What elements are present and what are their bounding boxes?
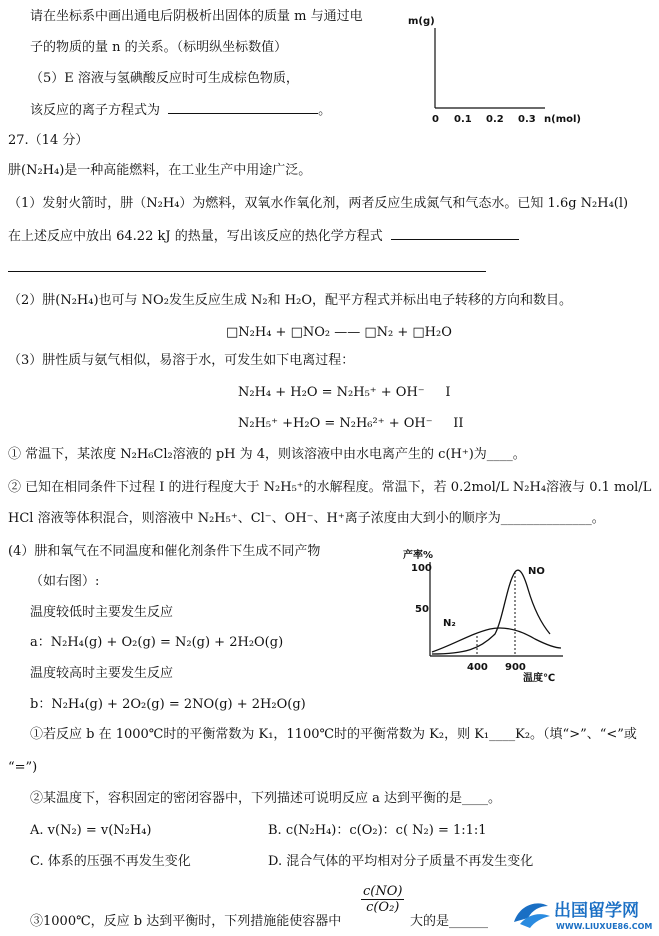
x-axis-label: n(mol) bbox=[544, 114, 581, 125]
text-line: 子的物质的量 n 的关系。（标明纵坐标数值） bbox=[30, 40, 288, 55]
mass-vs-electrons-axes bbox=[400, 8, 600, 130]
text-line bbox=[30, 101, 331, 120]
text-line: ② 已知在相同条件下过程 I 的进行程度大于 N₂H₅⁺的水解程度。常温下，若 0.2mol/L N₂H₄溶液与 0.1 mol/L bbox=[8, 480, 652, 495]
text-line: (4）肼和氧气在不同温度和催化剂条件下生成不同产物 bbox=[8, 544, 321, 559]
text-fragment: 在上述反应中放出 64.22 kJ 的热量，写出该反应的热化学方程式 bbox=[8, 229, 383, 244]
equation: N₂H₄ + H₂O = N₂H₅⁺ + OH⁻ I bbox=[238, 385, 451, 400]
watermark-logo bbox=[510, 892, 656, 934]
answer-blank[interactable] bbox=[391, 227, 519, 240]
text-line: （5）E 溶液与氢碘酸反应时可生成棕色物质， bbox=[30, 71, 299, 86]
n2-curve-label: N₂ bbox=[443, 618, 456, 629]
y-axis-label: 产率% bbox=[403, 550, 434, 561]
answer-blank[interactable] bbox=[168, 101, 318, 114]
text-line: ① 常温下，某浓度 N₂H₆Cl₂溶液的 pH 为 4，则该溶液中由水电离产生的 c(H⁺)为____。 bbox=[8, 447, 526, 462]
tick-label: 0.3 bbox=[518, 114, 536, 125]
text-line: HCl 溶液等体积混合，则溶液中 N₂H₅⁺、Cl⁻、OH⁻、H⁺离子浓度由大到小的顺序为______________。 bbox=[8, 511, 605, 526]
equation: □N₂H₄ + □NO₂ —— □N₂ + □H₂O bbox=[226, 325, 452, 340]
tick-label: 0 bbox=[432, 114, 439, 125]
text-line: ③1000℃，反应 b 达到平衡时，下列措施能使容器中 bbox=[30, 914, 342, 929]
answer-line[interactable] bbox=[8, 271, 486, 272]
text-line bbox=[8, 227, 519, 246]
text-line: 请在坐标系中画出通电后阴极析出固体的质量 m 与通过电 bbox=[30, 9, 363, 24]
text-line: （2）肼(N₂H₄)也可与 NO₂发生反应生成 N₂和 H₂O，配平方程式并标出电子转移的方向和数目。 bbox=[8, 293, 572, 308]
text-line: （如右图）: bbox=[30, 574, 100, 589]
text-fragment: 该反应的离子方程式为 bbox=[30, 103, 161, 118]
text-line: 温度较高时主要发生反应 bbox=[30, 666, 174, 681]
text-line: “=”) bbox=[8, 760, 38, 775]
no-curve-label: NO bbox=[528, 566, 545, 577]
fraction-numerator: c(NO) bbox=[363, 884, 403, 899]
option-a: A. v(N₂) = v(N₂H₄) bbox=[30, 823, 152, 838]
y-tick-50: 50 bbox=[415, 604, 429, 615]
watermark-text: 出国留学网 bbox=[554, 901, 639, 921]
y-axis-label: m(g) bbox=[408, 16, 435, 27]
option-c: C. 体系的压强不再发生变化 bbox=[30, 854, 191, 869]
equation: N₂H₅⁺ +H₂O = N₂H₆²⁺ + OH⁻ II bbox=[238, 416, 464, 431]
equation: b：N₂H₄(g) + 2O₂(g) = 2NO(g) + 2H₂O(g) bbox=[30, 697, 306, 712]
yield-vs-temperature-graph bbox=[395, 544, 575, 684]
x-tick-900: 900 bbox=[505, 662, 526, 673]
text-line: 肼(N₂H₄)是一种高能燃料，在工业生产中用途广泛。 bbox=[8, 163, 312, 178]
watermark-url: WWW.LIUXUE86.COM bbox=[556, 922, 653, 931]
y-tick-100: 100 bbox=[411, 563, 432, 574]
option-d: D. 混合气体的平均相对分子质量不再发生变化 bbox=[268, 854, 534, 869]
text-fragment: 。 bbox=[318, 103, 332, 118]
text-line: 温度较低时主要发生反应 bbox=[30, 605, 174, 620]
text-line: （3）肼性质与氨气相似，易溶于水，可发生如下电离过程： bbox=[8, 353, 355, 368]
option-b: B. c(N₂H₄)：c(O₂)：c( N₂) = 1:1:1 bbox=[268, 823, 487, 838]
fraction-denominator: c(O₂) bbox=[366, 900, 400, 915]
equation: a：N₂H₄(g) + O₂(g) = N₂(g) + 2H₂O(g) bbox=[30, 635, 284, 650]
text-line: ①若反应 b 在 1000℃时的平衡常数为 K₁，1100℃时的平衡常数为 K₂，则 K₁____K₂。（填“>”、“<”或 bbox=[30, 727, 637, 742]
concentration-ratio-fraction bbox=[361, 884, 404, 915]
text-line: （1）发射火箭时，肼（N₂H₄）为燃料，双氧水作氧化剂，两者反应生成氮气和气态水。已知 1.6g N₂H₄(l) bbox=[8, 196, 629, 211]
tick-label: 0.2 bbox=[486, 114, 504, 125]
text-line: ②某温度下，容积固定的密闭容器中，下列描述可说明反应 a 达到平衡的是____。 bbox=[30, 791, 502, 806]
question-heading: 27.（14 分） bbox=[8, 133, 89, 148]
tick-label: 0.1 bbox=[454, 114, 472, 125]
x-axis-label: 温度℃ bbox=[523, 673, 556, 684]
text-line: 大的是______ bbox=[410, 914, 489, 929]
x-tick-400: 400 bbox=[467, 662, 488, 673]
